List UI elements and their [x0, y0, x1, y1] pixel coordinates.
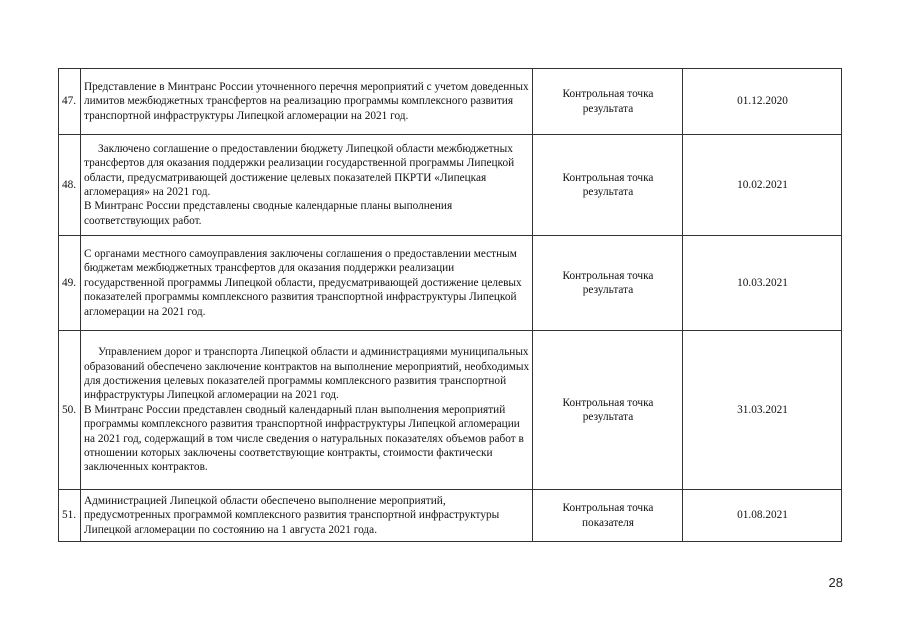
row-description [81, 236, 533, 331]
row-number: 47. [59, 69, 81, 135]
row-description [81, 490, 533, 542]
row-number: 48. [59, 135, 81, 236]
description-paragraph: Администрацией Липецкой области обеспечено выполнение мероприятий, предусмотренных программой комплексного развития транспортной инфраструктуры Липецкой агломерации по состоянию на 1 августа 2021 года. [84, 494, 500, 536]
row-date: 10.02.2021 [683, 135, 842, 236]
table-row [59, 331, 842, 490]
row-description [81, 135, 533, 236]
row-description [81, 331, 533, 490]
table-row [59, 490, 842, 542]
row-number: 51. [59, 490, 81, 542]
table-row [59, 135, 842, 236]
row-milestone-type: Контрольная точка показателя [533, 490, 683, 542]
description-paragraph: Управлением дорог и транспорта Липецкой области и администрациями муниципальных образований обеспечено заключение контрактов на выполнение мероприятий, необходимых для достижения целевых показателей программы комплексного развития транспортной инфраструктуры Липецкой агломерации на 2021 год. [84, 346, 530, 402]
description-paragraph: С органами местного самоуправления заключены соглашения о предоставлении местным бюджетам межбюджетных трансфертов для оказания поддержки реализации государственной программы Липецкой области, предусматривающей достижение целевых показателей программы комплексного развития транспортной инфраструктуры Липецкой агломерации на 2021 год. [84, 247, 522, 318]
description-paragraph: В Минтранс России представлен сводный календарный план выполнения мероприятий программы комплексного развития транспортной инфраструктуры Липецкой агломерации на 2021 год, содержащий в том числе сведения о натуральных показателях объемов работ в отношении которых заключены соответствующие контракты, стоимости фактически заключенных контрактов. [84, 403, 524, 474]
row-milestone-type: Контрольная точка результата [533, 135, 683, 236]
page-number: 28 [828, 575, 843, 590]
row-date: 01.08.2021 [683, 490, 842, 542]
row-number: 49. [59, 236, 81, 331]
row-date: 01.12.2020 [683, 69, 842, 135]
row-description [81, 69, 533, 135]
row-milestone-type: Контрольная точка результата [533, 69, 683, 135]
row-number: 50. [59, 331, 81, 490]
description-paragraph: В Минтранс России представлены сводные календарные планы выполнения соответствующих работ. [84, 200, 453, 227]
table-row [59, 69, 842, 135]
milestones-table [58, 68, 842, 542]
row-date: 31.03.2021 [683, 331, 842, 490]
table-row [59, 236, 842, 331]
description-paragraph: Заключено соглашение о предоставлении бюджету Липецкой области межбюджетных трансфертов для оказания поддержки реализации государственной программы Липецкой области, предусматривающей достижение целевых показателей ПКРТИ «Липецкая агломерация» на 2021 год. [84, 142, 515, 198]
description-paragraph: Представление в Минтранс России уточненного перечня мероприятий с учетом доведенных лимитов межбюджетных трансфертов на реализацию программы комплексного развития транспортной инфраструктуры Липецкой агломерации на 2021 год. [84, 80, 529, 122]
row-milestone-type: Контрольная точка результата [533, 236, 683, 331]
row-date: 10.03.2021 [683, 236, 842, 331]
row-milestone-type: Контрольная точка результата [533, 331, 683, 490]
